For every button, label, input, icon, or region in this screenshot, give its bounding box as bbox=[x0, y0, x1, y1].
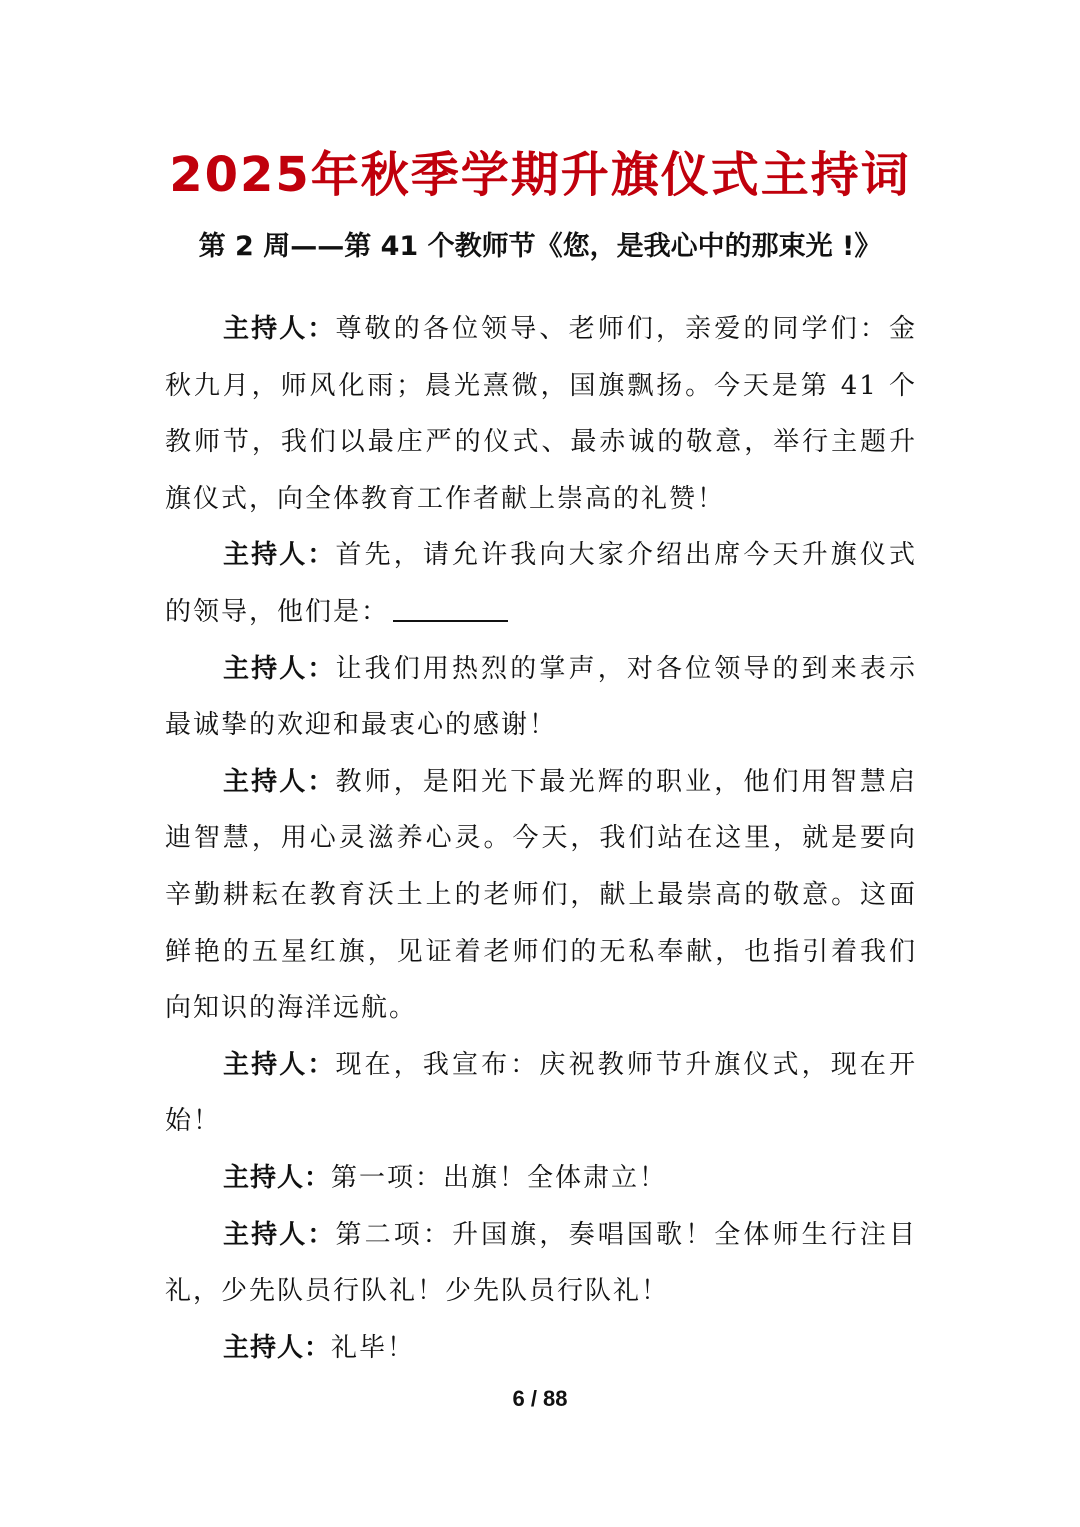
paragraph-text: 首先，请允许我向大家介绍出席今天升旗仪式的领导，他们是： bbox=[165, 540, 917, 627]
speaker-label: 主持人： bbox=[223, 653, 336, 684]
speaker-label: 主持人： bbox=[223, 540, 336, 571]
paragraph bbox=[165, 641, 917, 754]
paragraph-text: 礼毕！ bbox=[331, 1332, 416, 1363]
paragraph-text: 教师，是阳光下最光辉的职业，他们用智慧启迪智慧，用心灵滋养心灵。今天，我们站在这里，就是要向辛勤耕耘在教育沃土上的老师们，献上最崇高的敬意。这面鲜艳的五星红旗，见证着老师们的无私奉献，也指引着我们向知识的海洋远航。 bbox=[165, 766, 917, 1024]
paragraph bbox=[165, 1207, 917, 1320]
paragraph bbox=[165, 301, 917, 527]
document-body bbox=[165, 301, 917, 1376]
paragraph bbox=[165, 754, 917, 1037]
speaker-label: 主持人： bbox=[223, 1219, 336, 1250]
speaker-label: 主持人： bbox=[223, 1332, 332, 1363]
document-subtitle: 第 2 周——第 41 个教师节《您，是我心中的那束光 !》 bbox=[198, 231, 882, 262]
paragraph-text: 现在，我宣布：庆祝教师节升旗仪式，现在开始！ bbox=[165, 1049, 917, 1137]
paragraph bbox=[165, 1037, 917, 1150]
paragraph-text: 让我们用热烈的掌声，对各位领导的到来表示最诚挚的欢迎和最衷心的感谢！ bbox=[165, 653, 917, 741]
document-title: 2025年秋季学期升旗仪式主持词 bbox=[169, 147, 911, 203]
paragraph bbox=[165, 1320, 917, 1377]
paragraph bbox=[165, 1150, 917, 1207]
paragraph bbox=[165, 527, 917, 640]
fill-in-blank-line bbox=[393, 619, 508, 622]
page-number: 6 / 88 bbox=[512, 1386, 568, 1411]
paragraph-text: 尊敬的各位领导、老师们，亲爱的同学们：金秋九月，师风化雨；晨光熹微，国旗飘扬。今天是第 41 个教师节，我们以最庄严的仪式、最赤诚的敬意，举行主题升旗仪式，向全体教育工作者献上崇高的礼赞！ bbox=[165, 314, 917, 514]
speaker-label: 主持人： bbox=[223, 1162, 332, 1193]
paragraph-text: 第二项：升国旗，奏唱国歌！全体师生行注目礼，少先队员行队礼！少先队员行队礼！ bbox=[165, 1219, 917, 1307]
speaker-label: 主持人： bbox=[223, 766, 336, 797]
speaker-label: 主持人： bbox=[223, 1049, 336, 1080]
paragraph-text: 第一项：出旗！全体肃立！ bbox=[331, 1162, 668, 1193]
speaker-label: 主持人： bbox=[223, 314, 336, 344]
